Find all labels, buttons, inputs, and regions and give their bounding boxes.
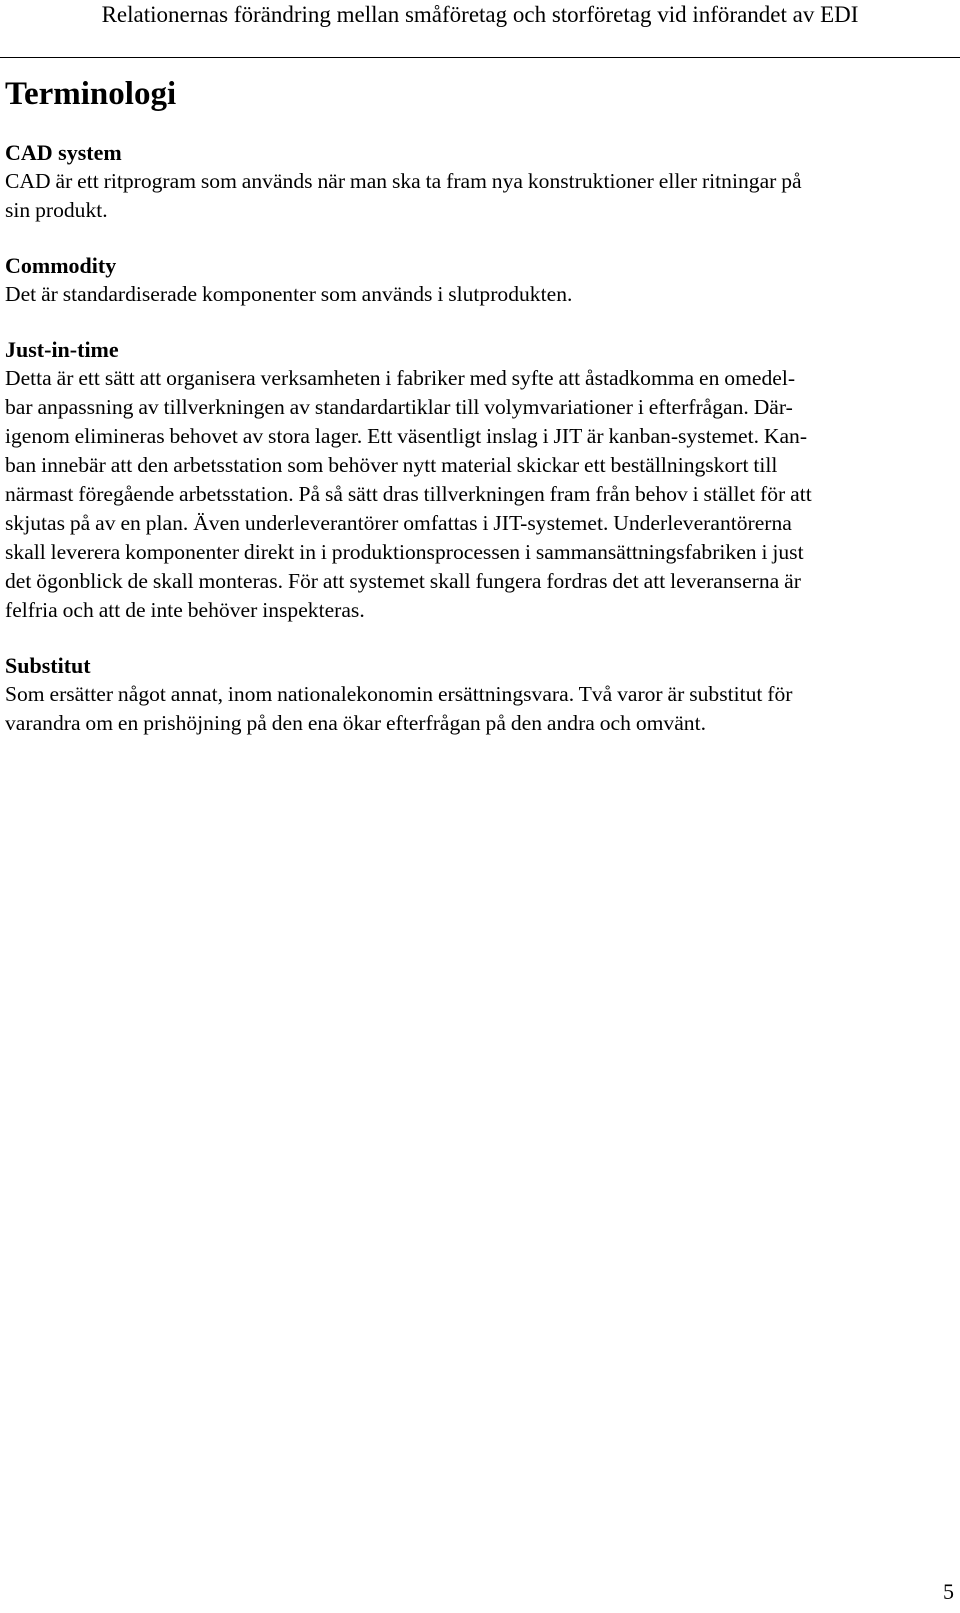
definition-line: Det är standardiserade komponenter som används i slutprodukten.: [5, 282, 573, 306]
term-cad-system: [5, 138, 953, 225]
term-definition: [5, 680, 953, 738]
definition-line: Detta är ett sätt att organisera verksamheten i fabriker med syfte att åstadkomma en omedel-: [5, 366, 796, 390]
term-definition: [5, 280, 953, 309]
definition-line: ban innebär att den arbetsstation som behöver nytt material skickar ett beställningskort till: [5, 453, 778, 477]
term-substitut: [5, 651, 953, 738]
definition-line: CAD är ett ritprogram som används när man ska ta fram nya konstruktioner eller ritningar på: [5, 169, 802, 193]
definition-line: bar anpassning av tillverkningen av standardartiklar till volymvariationer i efterfrågan. Där-: [5, 395, 793, 419]
definition-line: närmast föregående arbetsstation. På så sätt dras tillverkningen fram från behov i stället för att: [5, 482, 812, 506]
definition-line: felfria och att de inte behöver inspekteras.: [5, 598, 365, 622]
definition-line: skjutas på av en plan. Även underleverantörer omfattas i JIT-systemet. Underleverantörerna: [5, 511, 792, 535]
term-definition: [5, 364, 953, 625]
running-header-title: Relationernas förändring mellan småföretag och storföretag vid införandet av EDI: [101, 2, 859, 27]
term-name: Substitut: [5, 653, 91, 678]
running-header: [0, 0, 960, 58]
definition-line: det ögonblick de skall monteras. För att systemet skall fungera fordras det att leveranserna är: [5, 569, 801, 593]
page-title: Terminologi: [5, 76, 177, 112]
definition-line: sin produkt.: [5, 198, 108, 222]
definition-line: skall leverera komponenter direkt in i produktionsprocessen i sammansättningsfabriken i just: [5, 540, 804, 564]
page-content: [5, 70, 953, 738]
definition-line: Som ersätter något annat, inom nationalekonomin ersättningsvara. Två varor är substitut för: [5, 682, 793, 706]
term-name: Just-in-time: [5, 337, 119, 362]
definition-line: varandra om en prishöjning på den ena ökar efterfrågan på den andra och omvänt.: [5, 711, 707, 735]
page-number: 5: [943, 1579, 954, 1604]
term-just-in-time: [5, 335, 953, 625]
term-definition: [5, 167, 953, 225]
term-commodity: [5, 251, 953, 309]
term-name: Commodity: [5, 253, 117, 278]
definition-line: igenom elimineras behovet av stora lager. Ett väsentligt inslag i JIT är kanban-systemet. Kan-: [5, 424, 808, 448]
term-name: CAD system: [5, 140, 122, 165]
